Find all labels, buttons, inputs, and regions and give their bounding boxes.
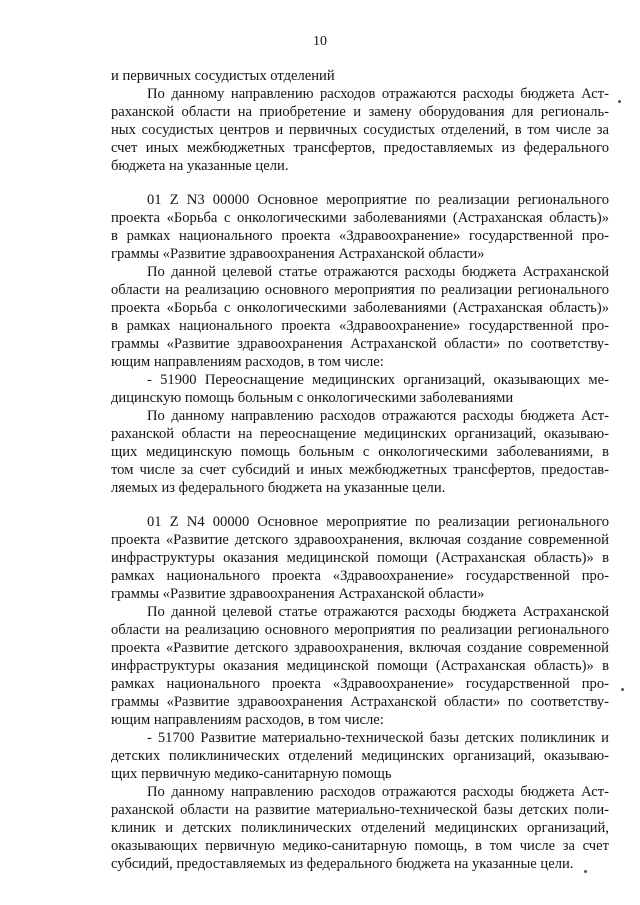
text-line: - 51900 Переоснащение медицинских организаций, оказывающих ме- [147, 372, 609, 388]
scan-speck [621, 688, 624, 691]
text-line: субсидий, предоставляемых из федерального бюджета на указанные цели. [111, 856, 574, 872]
text-line: дицинскую помощь больным с онкологическими заболеваниями [111, 390, 514, 406]
text-line: том числе за счет субсидий и иных межбюджетных трансфертов, предостав- [111, 462, 609, 478]
page-number: 10 [313, 34, 327, 49]
text-line: граммы «Развитие здравоохранения Астраханской области» [111, 246, 485, 262]
text-line: По данному направлению расходов отражаются расходы бюджета Аст- [147, 408, 609, 424]
text-line: ющим направлениям расходов, в том числе: [111, 712, 384, 728]
text-line: граммы «Развитие здравоохранения Астраханской области» [111, 586, 485, 602]
text-line: щих медицинскую помощь больным с онкологическими заболеваниями, в [111, 444, 609, 460]
text-line: граммы «Развитие здравоохранения Астраханской области» по соответству- [111, 694, 609, 710]
text-line: в рамках национального проекта «Здравоохранение» государственной про- [111, 318, 609, 334]
scan-speck [618, 100, 621, 103]
text-line: щих первичную медико-санитарную помощь [111, 766, 392, 782]
text-line: в рамках национального проекта «Здравоохранение» государственной про- [111, 228, 609, 244]
text-line: По данному направлению расходов отражаются расходы бюджета Аст- [147, 784, 609, 800]
text-line: По данной целевой статье отражаются расходы бюджета Астраханской [147, 604, 609, 620]
text-line: ющим направлениям расходов, в том числе: [111, 354, 384, 370]
text-line: проекта «Развитие детского здравоохранения, включая создание современной [111, 532, 609, 548]
text-line: области на реализацию основного мероприятия по реализации регионального [111, 282, 609, 298]
text-line: ных сосудистых центров и первичных сосудистых отделений, в том числе за [111, 122, 609, 138]
text-line: детских поликлинических отделений медицинских организаций, оказываю- [111, 748, 609, 764]
text-line: - 51700 Развитие материально-технической базы детских поликлиник и [147, 730, 609, 746]
text-line: проекта «Развитие детского здравоохранения, включая создание современной [111, 640, 609, 656]
text-line: раханской области на переоснащение медицинских организаций, оказываю- [111, 426, 609, 442]
text-line: рамках национального проекта «Здравоохранение» государственной про- [111, 568, 609, 584]
text-line: раханской области на развитие материально-технической базы детских поли- [111, 802, 609, 818]
text-line: области на реализацию основного мероприятия по реализации регионального [111, 622, 609, 638]
text-line: оказывающих первичную медико-санитарную помощь, в том числе за счет [111, 838, 609, 854]
text-line: граммы «Развитие здравоохранения Астраханской области» по соответству- [111, 336, 609, 352]
text-line: и первичных сосудистых отделений [111, 68, 335, 84]
text-line: 01 Z N3 00000 Основное мероприятие по реализации регионального [147, 192, 609, 208]
scan-speck [584, 870, 587, 873]
text-line: По данному направлению расходов отражаются расходы бюджета Аст- [147, 86, 609, 102]
text-line: клиник и детских поликлинических отделений медицинских организаций, [111, 820, 609, 836]
text-line: инфраструктуры оказания медицинской помощи (Астраханская область)» в [111, 658, 609, 674]
text-line: проекта «Борьба с онкологическими заболеваниями (Астраханская область)» [111, 210, 609, 226]
text-line: ляемых из федерального бюджета на указанные цели. [111, 480, 446, 496]
text-line: раханской области на приобретение и замену оборудования для региональ- [111, 104, 609, 120]
text-line: инфраструктуры оказания медицинской помощи (Астраханская область)» в [111, 550, 609, 566]
text-line: счет иных межбюджетных трансфертов, предоставляемых из федерального [111, 140, 609, 156]
text-line: По данной целевой статье отражаются расходы бюджета Астраханской [147, 264, 609, 280]
text-line: бюджета на указанные цели. [111, 158, 289, 174]
text-line: рамках национального проекта «Здравоохранение» государственной про- [111, 676, 609, 692]
text-line: 01 Z N4 00000 Основное мероприятие по реализации регионального [147, 514, 609, 530]
text-line: проекта «Борьба с онкологическими заболеваниями (Астраханская область)» [111, 300, 609, 316]
